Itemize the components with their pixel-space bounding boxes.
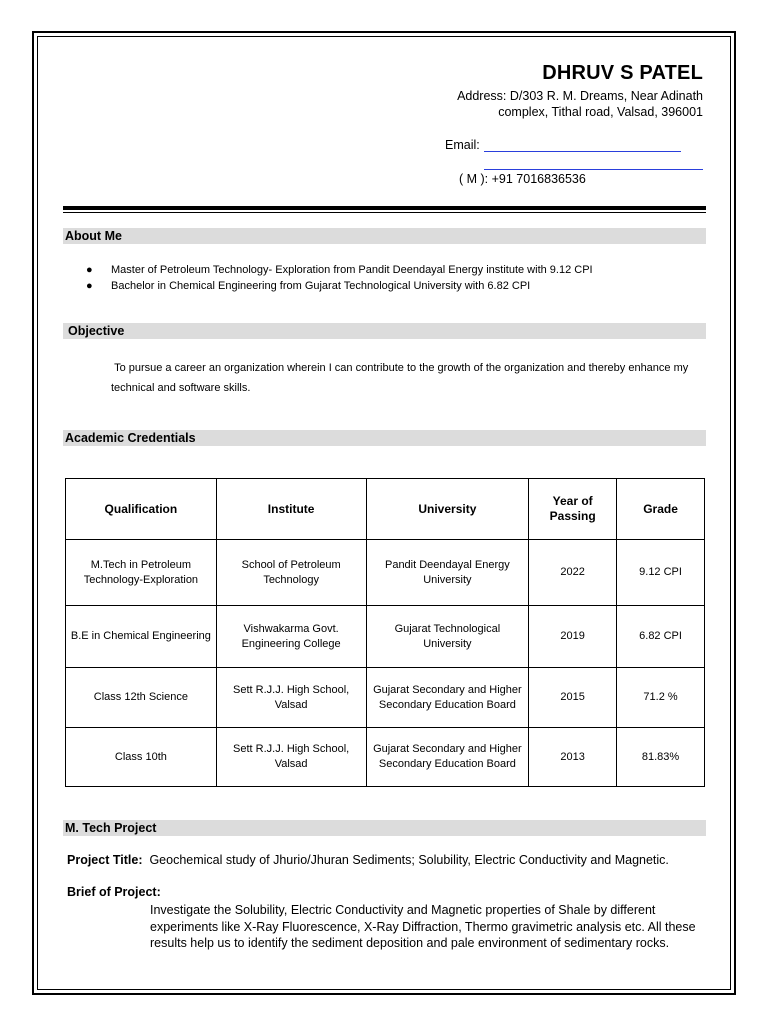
section-heading-about: About Me	[63, 228, 706, 244]
table-cell: Gujarat Secondary and Higher Secondary Education Board	[366, 668, 529, 728]
header-divider-thin	[63, 212, 706, 213]
candidate-name: DHRUV S PATEL	[542, 62, 703, 84]
column-header: University	[366, 479, 529, 540]
table-cell: 2022	[529, 540, 617, 606]
email-link-underline-2[interactable]	[484, 169, 703, 170]
email-link-underline[interactable]	[484, 151, 681, 152]
table-cell: M.Tech in Petroleum Technology-Exploration	[66, 540, 217, 606]
bullet-icon: ●	[86, 280, 93, 292]
header-divider-thick	[63, 206, 706, 210]
column-header: Qualification	[66, 479, 217, 540]
table-cell: School of Petroleum Technology	[216, 540, 366, 606]
table-row	[66, 606, 705, 668]
academic-table	[65, 478, 705, 787]
table-cell: Class 12th Science	[66, 668, 217, 728]
table-cell: Class 10th	[66, 728, 217, 787]
section-heading-project: M. Tech Project	[63, 820, 706, 836]
project-title-line	[67, 853, 669, 867]
section-heading-objective: Objective	[63, 323, 706, 339]
table-cell: Vishwakarma Govt. Engineering College	[216, 606, 366, 668]
section-heading-academic: Academic Credentials	[63, 430, 706, 446]
project-title-value: Geochemical study of Jhurio/Jhuran Sediments; Solubility, Electric Conductivity and Magnetic.	[149, 853, 669, 867]
address-block	[457, 88, 703, 120]
table-cell: Sett R.J.J. High School, Valsad	[216, 728, 366, 787]
table-cell: Sett R.J.J. High School, Valsad	[216, 668, 366, 728]
table-cell: 2015	[529, 668, 617, 728]
table-cell: 2019	[529, 606, 617, 668]
address-line-1: Address: D/303 R. M. Dreams, Near Adinath	[457, 89, 703, 103]
table-row	[66, 668, 705, 728]
column-header: Year of Passing	[529, 479, 617, 540]
objective-text: To pursue a career an organization wherein I can contribute to the growth of the organization and thereby enhance my technical and software skills.	[111, 362, 692, 394]
table-cell: 6.82 CPI	[617, 606, 705, 668]
column-header: Institute	[216, 479, 366, 540]
table-cell: 71.2 %	[617, 668, 705, 728]
table-cell: B.E in Chemical Engineering	[66, 606, 217, 668]
project-title-label: Project Title:	[67, 853, 143, 867]
list-item	[86, 262, 593, 278]
table-cell: 9.12 CPI	[617, 540, 705, 606]
table-cell: Pandit Deendayal Energy University	[366, 540, 529, 606]
table-cell: 81.83%	[617, 728, 705, 787]
email-label: Email:	[445, 138, 480, 152]
table-cell: 2013	[529, 728, 617, 787]
address-line-2: complex, Tithal road, Valsad, 396001	[498, 105, 703, 119]
list-item	[86, 278, 593, 294]
table-header-row	[66, 479, 705, 540]
column-header: Grade	[617, 479, 705, 540]
about-list	[86, 262, 593, 294]
project-brief-text: Investigate the Solubility, Electric Conductivity and Magnetic properties of Shale by different experiments like X-Ray Fluorescence, X-Ray Diffraction, Thermo gravimetric analysis etc. All these results help us to identify the sediment deposition and pale environment of sedimentary rocks.	[150, 903, 696, 950]
about-item-text: Master of Petroleum Technology- Exploration from Pandit Deendayal Energy institute with 9.12 CPI	[111, 264, 593, 276]
table-row	[66, 728, 705, 787]
mobile-number: ( M ): +91 7016836536	[459, 172, 586, 186]
about-item-text: Bachelor in Chemical Engineering from Gujarat Technological University with 6.82 CPI	[111, 280, 531, 292]
table-cell: Gujarat Secondary and Higher Secondary Education Board	[366, 728, 529, 787]
table-row	[66, 540, 705, 606]
table-cell: Gujarat Technological University	[366, 606, 529, 668]
project-brief-label: Brief of Project:	[67, 885, 161, 899]
bullet-icon: ●	[86, 264, 93, 276]
